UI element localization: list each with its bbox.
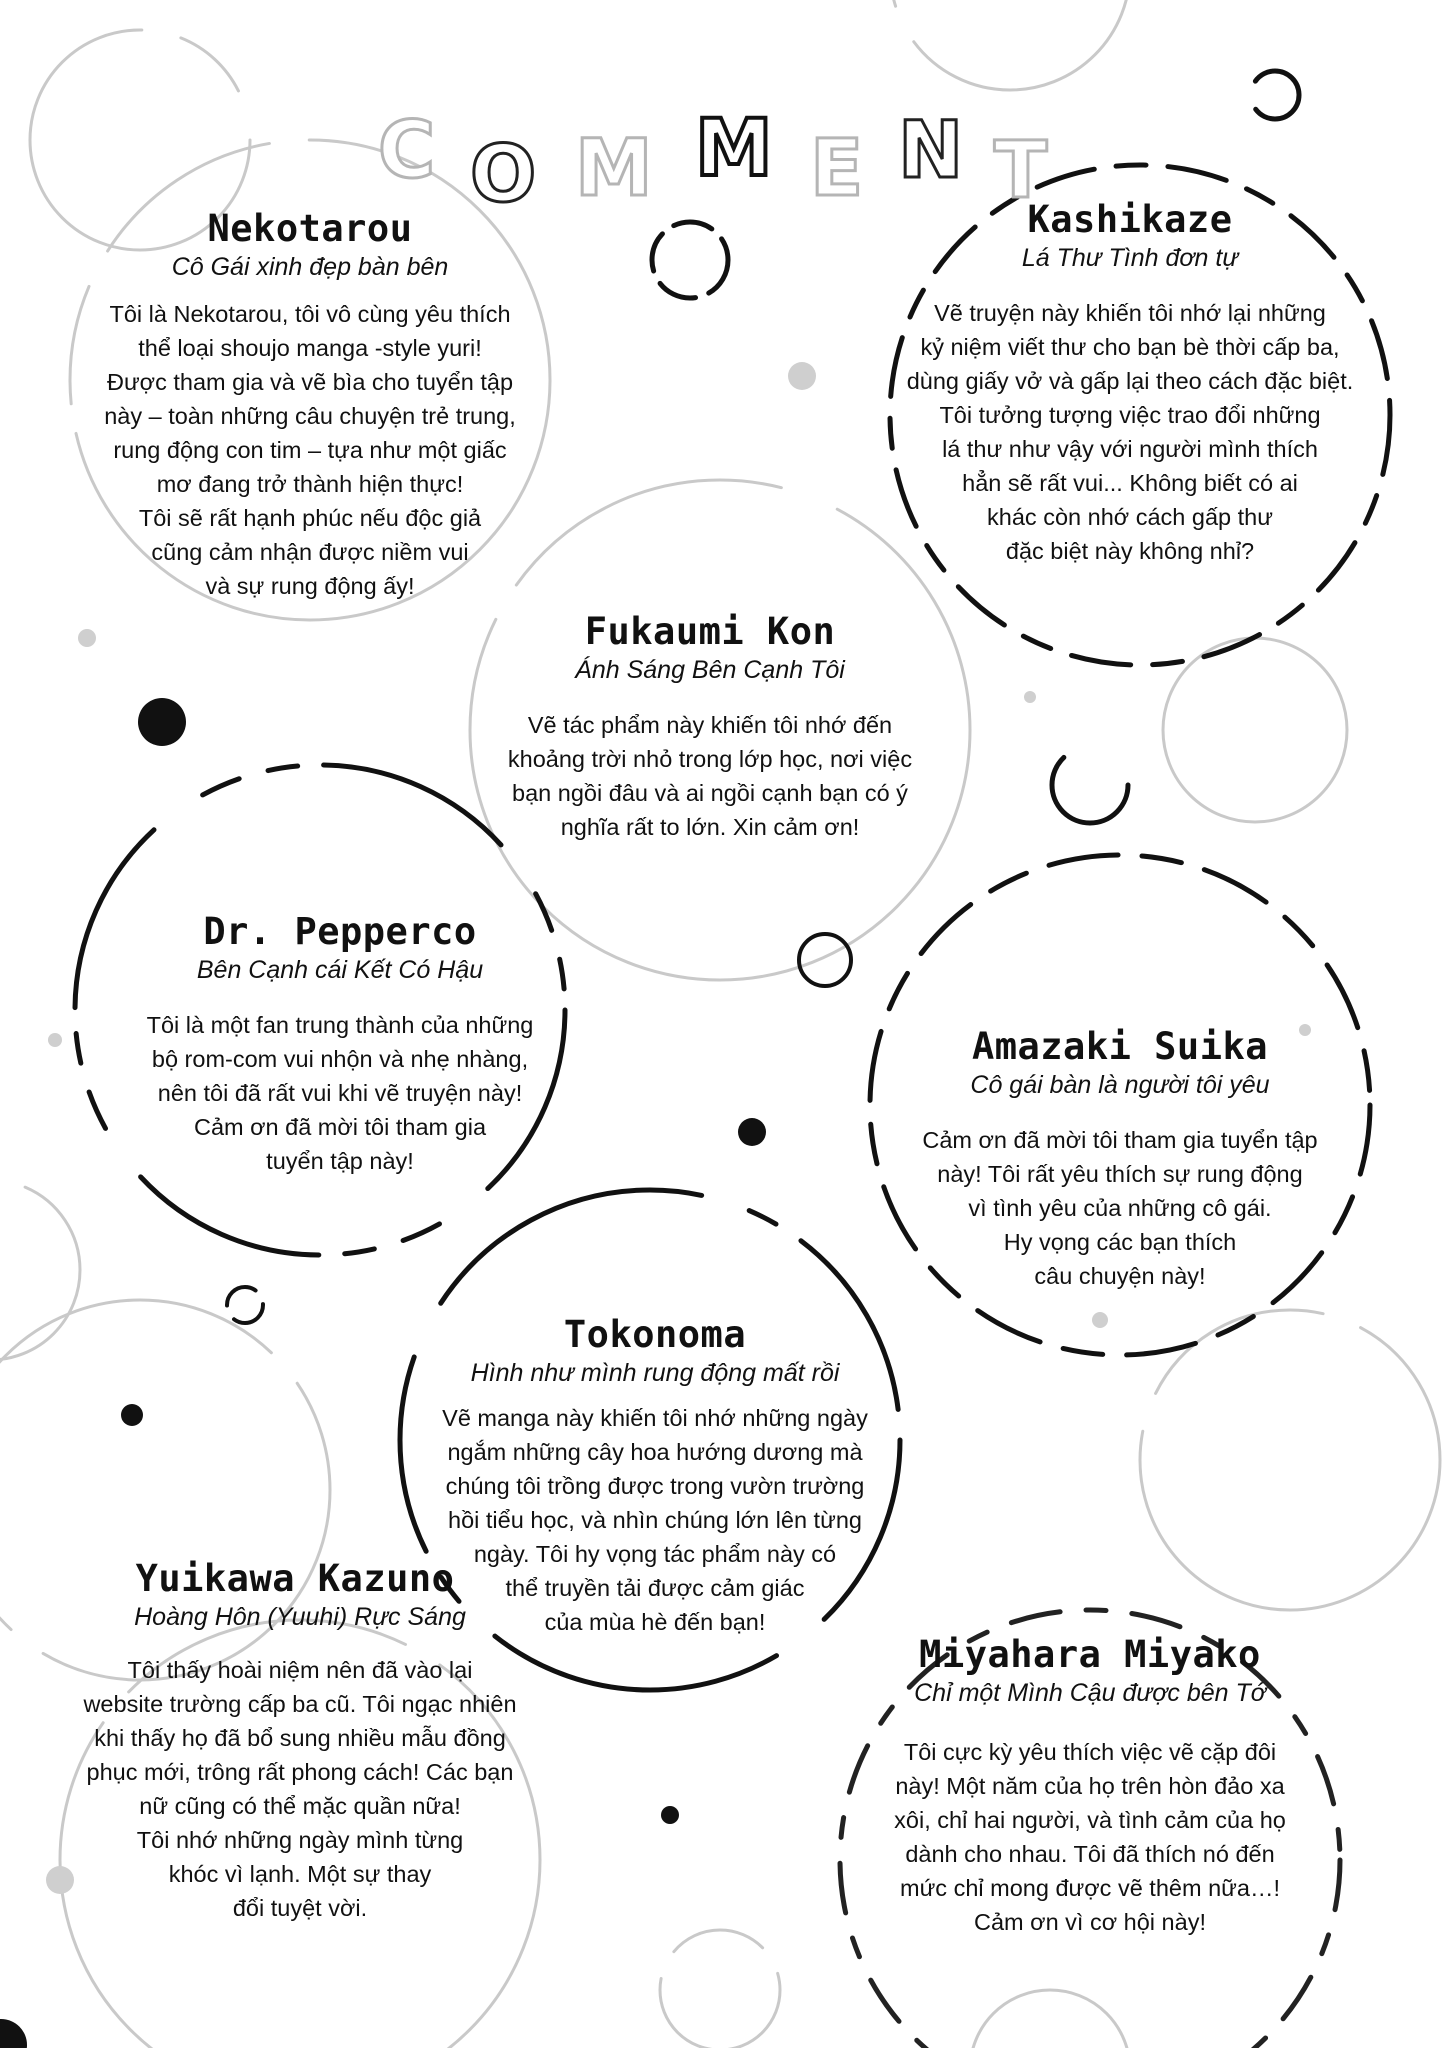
deco-circle-top-right [890,0,1130,90]
comment-line: của mùa hè đến bạn! [544,1609,766,1635]
heading-letter-t: T [994,126,1048,216]
author-name: Nekotarou [207,207,413,250]
comment-text [100,1008,580,1178]
comment-line: câu chuyện này! [1034,1263,1206,1289]
comment-line: kỷ niệm viết thư cho bạn bè thời cấp ba, [920,334,1340,360]
work-title: Lá Thư Tình đơn tự [1021,244,1239,272]
comment-line: Cảm ơn đã mời tôi tham gia tuyển tập [922,1127,1318,1153]
comment-line: nghĩa rất to lớn. Xin cảm ơn! [560,814,860,840]
heading-letter-m2: M [695,104,773,194]
deco-circle-left-mid [0,1180,80,1360]
comment-dr-pepperco [100,910,580,1178]
heading-letter-e: E [810,124,864,214]
author-name: Miyahara Miyako [919,1633,1261,1676]
comment-line: này! Tôi rất yêu thích sự rung động [937,1161,1303,1187]
work-title: Chỉ một Mình Cậu được bên Tớ [914,1679,1266,1707]
work-title: Hoàng Hôn (Yuuhi) Rực Sáng [134,1603,466,1631]
comment-line: Tôi nhớ những ngày mình từng [136,1827,464,1853]
comment-line: dùng giấy vở và gấp lại theo cách đặc biệt. [906,368,1354,394]
deco-dot-gray-4 [48,1033,62,1047]
comment-line: Tôi tưởng tượng việc trao đổi những [939,402,1321,428]
comment-line: dành cho nhau. Tôi đã thích nó đến [905,1841,1275,1867]
work-title: Cô gái bàn là người tôi yêu [970,1071,1270,1099]
comment-line: đổi tuyệt vời. [232,1895,368,1921]
comment-line: chúng tôi trồng được trong vườn trường [445,1473,865,1499]
comment-text [60,1653,540,1925]
comment-line: bộ rom-com vui nhộn và nhẹ nhàng, [151,1046,529,1072]
comment-line: này – toàn những câu chuyện trẻ trung, [104,403,516,429]
comment-line: hồi tiểu học, và nhìn chúng lớn lên từng [448,1507,862,1533]
comment-line: Vẽ truyện này khiến tôi nhớ lại những [934,300,1326,326]
deco-dot-left-low [121,1404,143,1426]
comment-line: Được tham gia và vẽ bìa cho tuyển tập [106,369,514,395]
comment-miyahara-miyako [850,1633,1330,1939]
comment-line: thể truyền tải được cảm giác [505,1575,805,1601]
comment-line: hẳn sẽ rất vui... Không biết có ai [962,470,1298,496]
comment-line: Vẽ tác phẩm này khiến tôi nhớ đến [527,712,893,738]
author-name: Fukaumi Kon [584,610,836,653]
comment-line: ngắm những cây hoa hướng dương mà [447,1439,863,1465]
comment-line: Cảm ơn vì cơ hội này! [974,1909,1206,1935]
comment-line: mơ đang trở thành hiện thực! [156,471,464,497]
deco-dot-gray-5 [1092,1312,1108,1328]
author-name: Amazaki Suika [971,1025,1269,1068]
comment-line: Tôi là một fan trung thành của những [146,1012,534,1038]
comment-line: thể loại shoujo manga -style yuri! [138,335,482,361]
heading-letter-o: O [470,130,537,220]
work-title: Hình như mình rung động mất rồi [470,1359,840,1387]
comment-line: rung động con tim – tựa như một giấc [113,437,507,463]
deco-circle-ring-left [227,1287,263,1323]
deco-dot-big-left [138,698,186,746]
deco-dot-gray-2 [78,629,96,647]
author-name: Kashikaze [1027,198,1233,241]
work-title: Ánh Sáng Bên Cạnh Tôi [575,656,845,684]
comment-text [470,708,950,844]
comment-line: nữ cũng có thể mặc quần nữa! [139,1793,461,1819]
heading-letter-m1: M [575,124,653,214]
author-name: Dr. Pepperco [203,910,477,953]
comment-kashikaze [880,198,1380,568]
deco-circle-dashed-small-right [1052,747,1128,823]
deco-circle-right-small [1163,638,1347,822]
comment-text [880,296,1380,568]
author-name: Tokonoma [563,1313,747,1356]
comment-fukaumi-kon [470,610,950,844]
work-title: Cô Gái xinh đẹp bàn bên [171,253,449,281]
comment-line: khác còn nhớ cách gấp thư [987,504,1273,530]
comment-line: Tôi thấy hoài niệm nên đã vào lại [127,1657,473,1683]
comment-line: cũng cảm nhận được niềm vui [151,539,469,565]
deco-circle-right-mid [1140,1310,1440,1610]
comment-line: nên tôi đã rất vui khi vẽ truyện này! [157,1080,523,1106]
comment-line: website trường cấp ba cũ. Tôi ngạc nhiên [83,1691,517,1717]
comment-line: khóc vì lạnh. Một sự thay [168,1861,432,1887]
comment-text [80,297,540,603]
comment-line: Vẽ manga này khiến tôi nhớ những ngày [442,1405,868,1431]
comment-line: tuyển tập này! [266,1148,414,1174]
comment-line: Hy vọng các bạn thích [1003,1229,1237,1255]
comment-line: vì tình yêu của những cô gái. [968,1195,1272,1221]
deco-circle-dashed-small-top [652,222,728,298]
author-name: Yuikawa Kazuno [135,1557,455,1600]
heading-letter-n: N [898,106,964,196]
comment-amazaki-suika [880,1025,1360,1293]
comment-line: đặc biệt này không nhỉ? [1005,538,1255,564]
deco-dot-gray-1 [788,362,816,390]
deco-circle-dashed-small-corner [1251,71,1299,119]
comment-line: Cảm ơn đã mời tôi tham gia [193,1114,487,1140]
deco-dot-center-low [661,1806,679,1824]
comment-text [850,1735,1330,1939]
deco-circle-ring-center [799,934,851,986]
work-title: Bên Cạnh cái Kết Có Hậu [196,956,484,984]
deco-circle-center-small [660,1930,780,2048]
comment-line: xôi, chỉ hai người, và tình cảm của họ [894,1807,1286,1833]
deco-dot-center [738,1118,766,1146]
comment-line: này! Một năm của họ trên hòn đảo xa [895,1773,1285,1799]
deco-dot-gray-3 [1024,691,1036,703]
comment-text [880,1123,1360,1293]
comment-yuikawa-kazuno [60,1557,540,1925]
deco-circle-bottom-right [970,1990,1130,2048]
comment-line: lá thư như vậy với người mình thích [942,436,1318,462]
comment-line: ngày. Tôi hy vọng tác phẩm này có [473,1541,837,1567]
comment-line: và sự rung động ấy! [205,573,415,599]
comment-line: mức chỉ mong được vẽ thêm nữa…! [900,1875,1280,1901]
comment-line: khi thấy họ đã bổ sung nhiều mẫu đồng [94,1725,506,1751]
comment-line: bạn ngồi đâu và ai ngồi cạnh bạn có ý [512,780,908,806]
comment-line: phục mới, trông rất phong cách! Các bạn [86,1759,514,1785]
comment-line: Tôi sẽ rất hạnh phúc nếu độc giả [138,505,482,531]
comment-line: Tôi là Nekotarou, tôi vô cùng yêu thích [109,301,511,327]
heading-letter-c: C [378,106,436,196]
comment-line: khoảng trời nhỏ trong lớp học, nơi việc [507,746,913,772]
comment-line: Tôi cực kỳ yêu thích việc vẽ cặp đôi [903,1739,1277,1765]
deco-dot-bottom-left [0,2019,27,2048]
comment-nekotarou [80,207,540,603]
